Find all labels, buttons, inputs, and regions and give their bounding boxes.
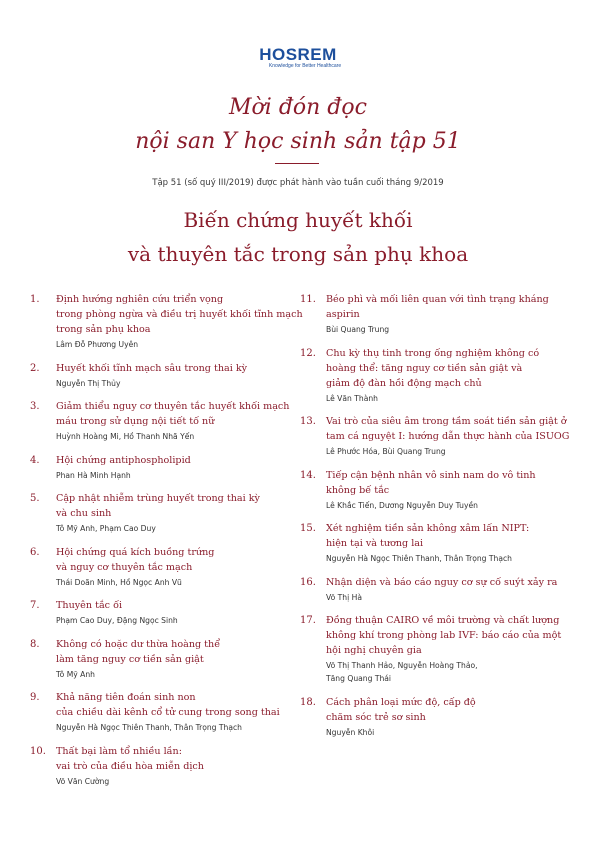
article-entry — [300, 695, 575, 739]
article-title-line: không bế tắc — [326, 484, 390, 496]
article-title — [326, 695, 575, 725]
article-title-line: hội nghị chuyên gia — [326, 645, 422, 656]
article-number: 16. — [300, 576, 316, 588]
article-number: 6. — [30, 546, 40, 558]
article-title-line: Chu kỳ thụ tinh trong ống nghiệm không có — [326, 347, 540, 359]
article-title-line: Tiếp cận bệnh nhân vô sinh nam do vô tinh — [326, 469, 536, 481]
article-entry — [300, 292, 575, 336]
article-author-line: Phạm Cao Duy, Đặng Ngọc Sinh — [56, 616, 178, 625]
article-authors — [56, 614, 292, 627]
article-title-line: hoàng thể: tăng nguy cơ tiền sản giật và — [326, 362, 523, 374]
article-entry — [30, 453, 292, 482]
article-number: 10. — [30, 745, 46, 757]
article-authors — [326, 445, 575, 458]
article-entry — [30, 292, 303, 351]
article-title — [326, 613, 575, 658]
article-title-line: Cập nhật nhiễm trùng huyết trong thai kỳ — [56, 493, 260, 504]
article-author-line: Huỳnh Hoàng Mi, Hồ Thanh Nhã Yến — [56, 432, 195, 441]
article-number: 13. — [300, 416, 316, 427]
article-title-line: chăm sóc trẻ sơ sinh — [326, 711, 426, 723]
article-author-line: Lê Phước Hóa, Bùi Quang Trung — [326, 447, 446, 456]
article-title-line: aspirin — [326, 309, 360, 320]
issue-title-line1: Biến chứng huyết khối — [183, 208, 413, 232]
article-author-line: Võ Văn Cường — [56, 776, 110, 786]
article-number: 14. — [300, 469, 316, 481]
logo-wordmark: HOSREM — [259, 45, 337, 64]
article-number: 2. — [30, 362, 40, 374]
article-author-line: Lâm Đỗ Phương Uyên — [56, 340, 139, 349]
article-title-line: tam cá nguyệt I: hướng dẫn thực hành của ISUOG — [326, 431, 570, 442]
article-title-line: giảm độ đàn hồi động mạch chủ — [326, 377, 482, 389]
article-title — [326, 521, 575, 551]
article-author-line: Phan Hà Minh Hạnh — [56, 470, 131, 480]
article-authors — [326, 659, 575, 685]
issue-note: Tập 51 (số quý III/2019) được phát hành vào tuần cuối tháng 9/2019 — [152, 178, 444, 188]
article-number: 1. — [30, 294, 40, 305]
invite-heading-line2: nội san Y học sinh sản tập 51 — [135, 129, 461, 154]
article-authors — [56, 775, 292, 788]
article-title-line: máu trong sử dụng nội tiết tố nữ — [56, 416, 215, 427]
logo-tagline: Knowledge for Better Healthcare — [268, 63, 342, 69]
article-entry — [30, 361, 292, 390]
issue-title-line2: và thuyên tắc trong sản phụ khoa — [127, 242, 469, 266]
article-number: 4. — [30, 454, 40, 466]
article-entry — [300, 414, 575, 458]
article-title-line: không khí trong phòng lab IVF: báo cáo của một — [326, 630, 562, 641]
article-title — [326, 292, 575, 322]
article-author-line: Lê Văn Thành — [326, 393, 378, 403]
article-entry — [30, 598, 292, 627]
article-author-line: Lê Khắc Tiến, Dương Nguyễn Duy Tuyền — [326, 500, 478, 510]
article-title — [56, 744, 292, 774]
article-number: 8. — [30, 638, 40, 650]
article-number: 15. — [300, 523, 316, 534]
article-title-line: Đồng thuận CAIRO về môi trường và chất lượng — [326, 615, 560, 626]
article-author-line: Bùi Quang Trung — [326, 325, 390, 334]
heading-divider — [275, 163, 319, 164]
article-authors — [56, 576, 292, 589]
article-title-line: Xét nghiệm tiền sản không xâm lấn NIPT: — [326, 523, 530, 534]
article-title — [326, 468, 575, 498]
article-title-line: Cách phân loại mức độ, cấp độ — [326, 696, 476, 708]
article-number: 9. — [30, 692, 40, 703]
article-authors — [326, 392, 575, 405]
article-title-line: và chu sinh — [56, 508, 112, 519]
article-entry — [300, 575, 575, 604]
article-title — [56, 399, 292, 429]
article-author-line: Nguyễn Khôi — [326, 727, 375, 737]
article-title — [56, 361, 292, 376]
article-title-line: Hội chứng quá kích buồng trứng — [56, 546, 215, 558]
article-author-line: Tăng Quang Thái — [326, 674, 392, 683]
article-title-line: trong phòng ngừa và điều trị huyết khối tĩnh mạch — [56, 309, 303, 320]
article-title — [56, 453, 292, 468]
article-number: 17. — [300, 615, 316, 626]
article-number: 3. — [30, 401, 40, 412]
article-authors — [326, 499, 575, 512]
invite-heading-line1: Mời đón đọc — [229, 95, 367, 120]
article-author-line: Thái Doãn Minh, Hồ Ngọc Anh Vũ — [56, 577, 182, 587]
article-author-line: Tô Mỹ Anh — [56, 669, 95, 679]
article-title — [56, 292, 303, 337]
article-title — [326, 346, 575, 391]
article-title-line: và nguy cơ thuyên tắc mạch — [56, 561, 193, 573]
article-number: 12. — [300, 347, 316, 359]
article-title-line: hiện tại và tương lai — [326, 538, 424, 549]
article-title-line: Béo phì và mối liên quan với tình trạng kháng — [326, 294, 549, 305]
article-title-line: trong sản phụ khoa — [56, 324, 151, 335]
hosrem-logo — [0, 46, 596, 70]
article-number: 7. — [30, 600, 40, 611]
article-entry — [300, 521, 575, 565]
article-authors — [326, 323, 575, 336]
article-entry — [300, 613, 575, 685]
article-title-line: Định hướng nghiên cứu triển vọng — [56, 294, 224, 305]
article-number: 11. — [300, 294, 316, 305]
article-title — [326, 414, 575, 444]
article-entry — [30, 744, 292, 788]
article-authors — [56, 430, 292, 443]
article-authors — [56, 377, 292, 390]
article-title — [56, 545, 292, 575]
article-authors — [326, 591, 575, 604]
article-authors — [56, 338, 292, 351]
article-title-line: Không có hoặc dư thừa hoàng thể — [56, 638, 221, 650]
article-author-line: Nguyễn Thị Thủy — [56, 378, 121, 388]
article-entry — [300, 468, 575, 512]
article-author-line: Võ Thị Thanh Hảo, Nguyễn Hoàng Thảo, — [326, 661, 478, 670]
article-list-right — [300, 292, 575, 748]
article-number: 18. — [300, 696, 316, 708]
article-entry — [30, 491, 292, 535]
article-title-line: vai trò của điều hòa miễn dịch — [56, 760, 204, 772]
article-author-line: Nguyễn Hà Ngọc Thiên Thanh, Thân Trọng Thạch — [56, 723, 242, 732]
article-title-line: Khả năng tiên đoán sinh non — [56, 692, 196, 703]
article-authors — [56, 721, 292, 734]
article-title-line: Vai trò của siêu âm trong tầm soát tiền sản giật ở — [326, 416, 567, 427]
article-title-line: làm tăng nguy cơ tiền sản giật — [56, 653, 204, 665]
article-list-left — [30, 292, 303, 797]
article-title — [56, 598, 292, 613]
article-title-line: Giảm thiểu nguy cơ thuyên tắc huyết khối mạch — [56, 401, 290, 412]
article-entry — [30, 637, 292, 681]
article-title-line: Thất bại làm tổ nhiều lần: — [56, 745, 182, 757]
article-authors — [326, 552, 575, 565]
article-title-line: Hội chứng antiphospholipid — [56, 454, 191, 466]
article-title-line: Nhận diện và báo cáo nguy cơ sự cố suýt xảy ra — [326, 576, 558, 588]
article-author-line: Võ Thị Hà — [326, 592, 363, 602]
article-title — [56, 491, 292, 521]
article-entry — [30, 399, 292, 443]
article-title — [56, 690, 292, 720]
article-title-line: Thuyên tắc ối — [56, 600, 123, 611]
article-title — [56, 637, 292, 667]
article-author-line: Nguyễn Hà Ngọc Thiên Thanh, Thân Trọng Thạch — [326, 554, 512, 563]
article-authors — [56, 469, 292, 482]
article-number: 5. — [30, 493, 40, 504]
article-author-line: Tô Mỹ Anh, Phạm Cao Duy — [56, 524, 156, 533]
article-entry — [30, 690, 292, 734]
article-authors — [56, 668, 292, 681]
article-title-line: của chiều dài kênh cổ tử cung trong song thai — [56, 707, 280, 718]
article-entry — [300, 346, 575, 405]
article-title — [326, 575, 575, 590]
article-title-line: Huyết khối tĩnh mạch sâu trong thai kỳ — [56, 362, 248, 374]
article-authors — [326, 726, 575, 739]
article-authors — [56, 522, 292, 535]
article-entry — [30, 545, 292, 589]
